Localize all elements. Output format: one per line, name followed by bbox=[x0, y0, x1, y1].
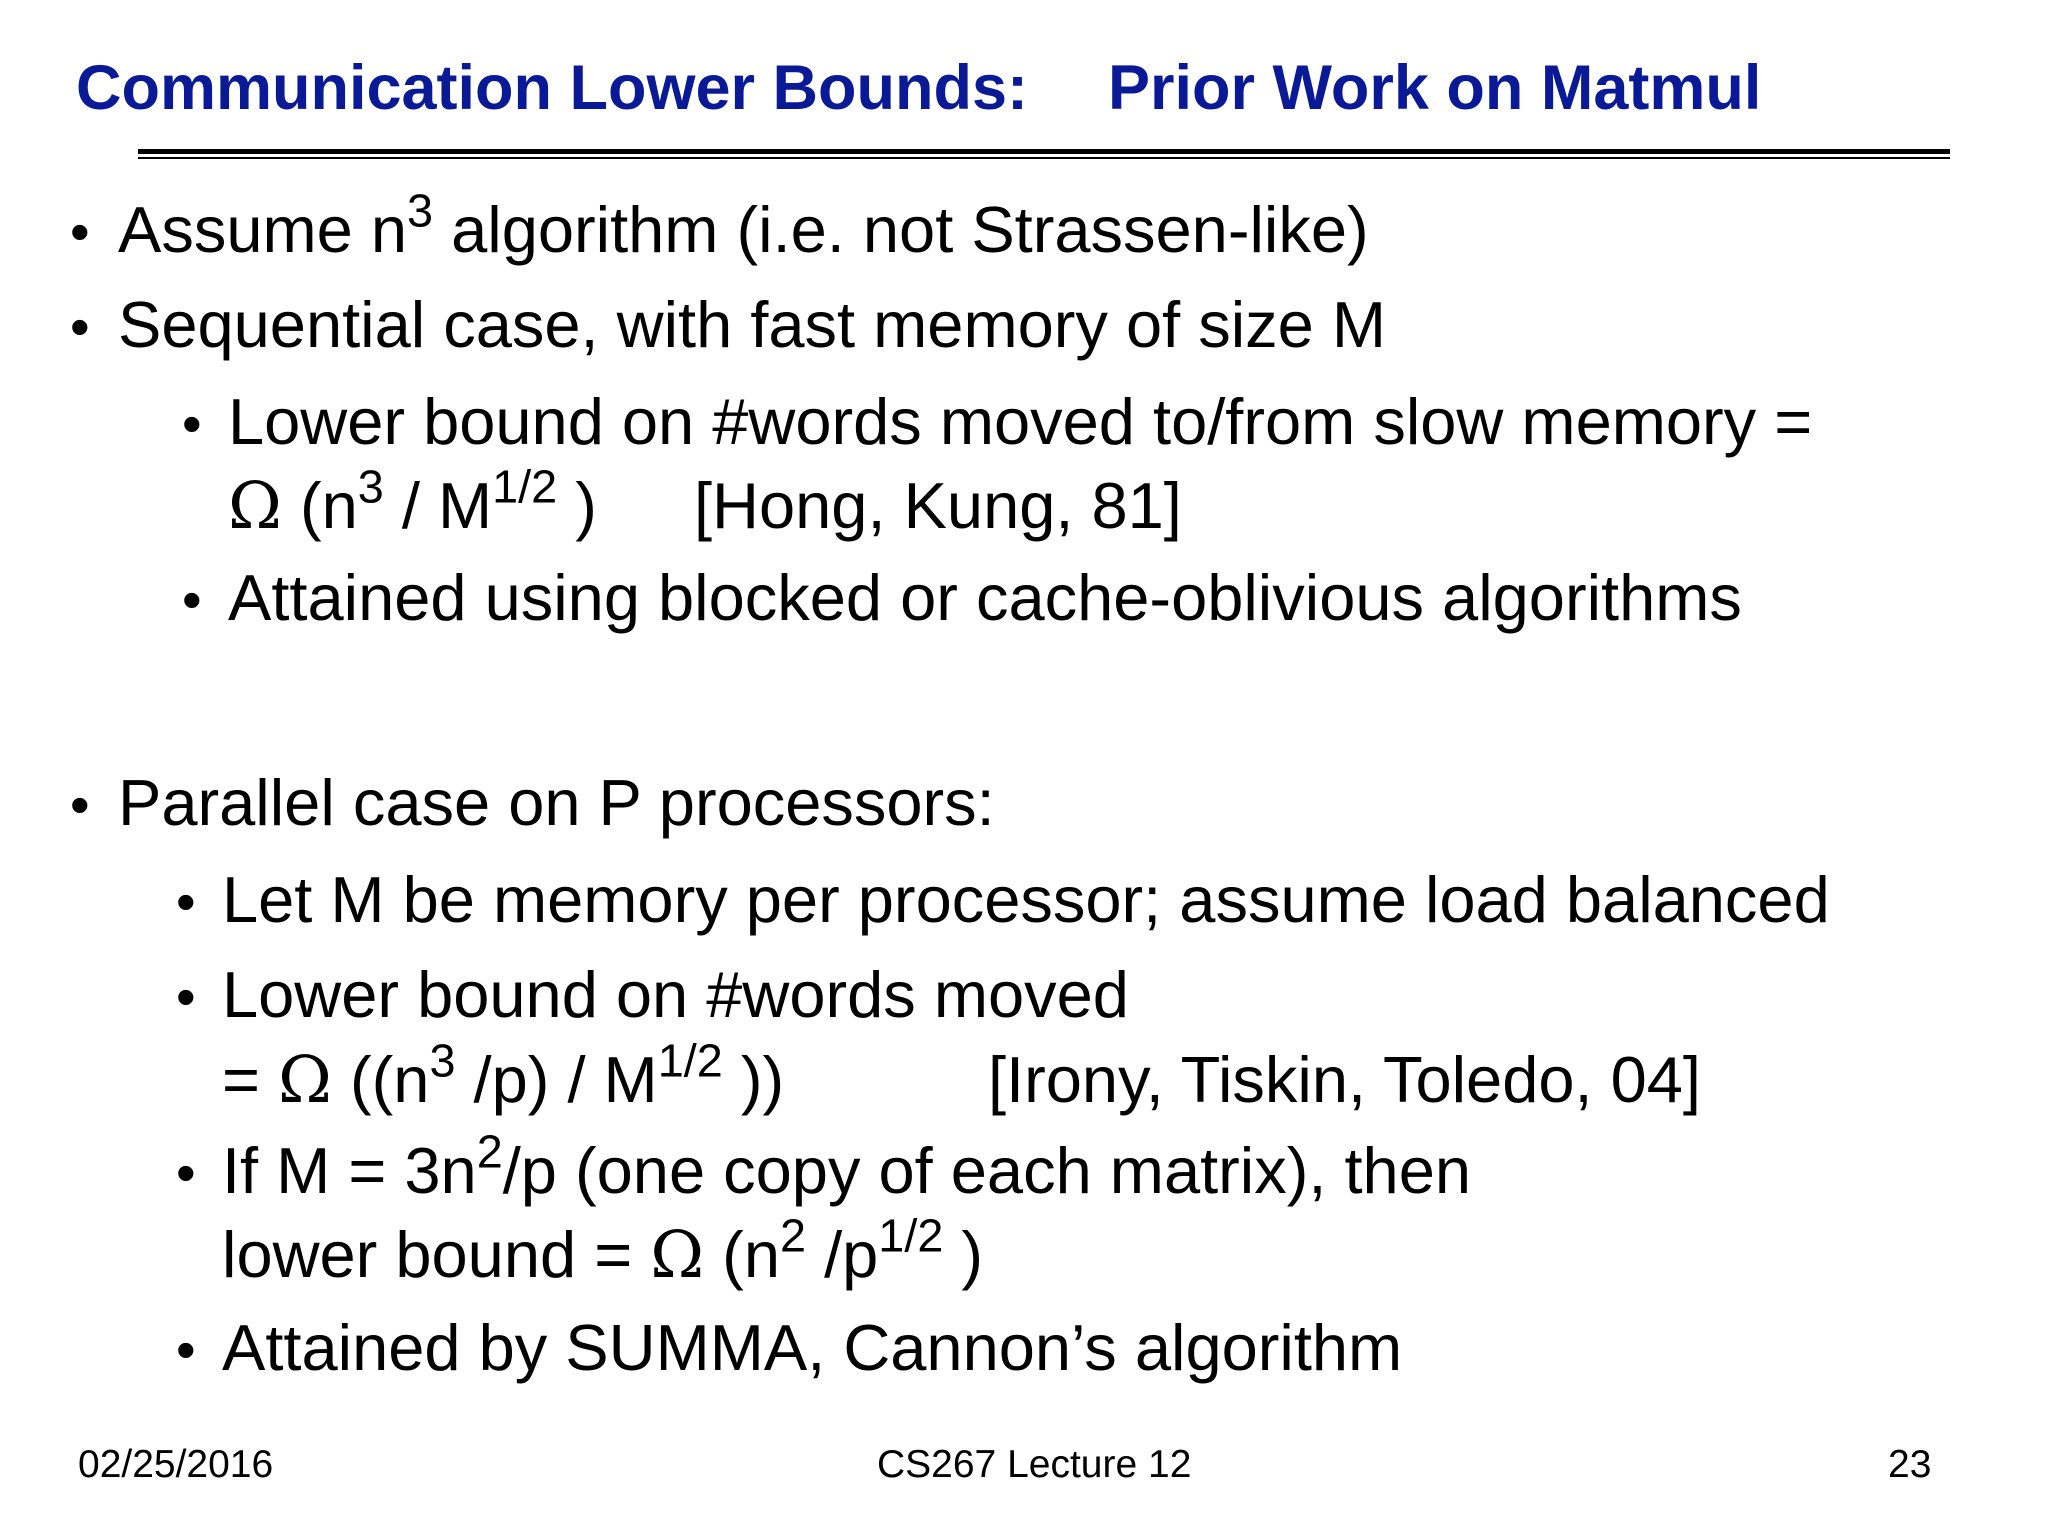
sub-bullet-par-lower-bound-line1: Lower bound on #words moved bbox=[222, 958, 1129, 1031]
sub-bullet-marker: • bbox=[176, 1141, 196, 1204]
bullet-assume-n3: Assume $n^3$ algorithm (i.e. not Strassen-like) bbox=[118, 184, 1369, 266]
bullet-parallel-case: Parallel case on P processors: bbox=[118, 766, 995, 839]
title-part-2: Prior Work on Matmul bbox=[1107, 53, 1762, 123]
bullet-marker: • bbox=[70, 200, 90, 263]
sub-bullet-seq-lower-bound-line1: Lower bound on #words moved to/from slow memory = bbox=[228, 385, 1813, 458]
bullet-sequential-case: Sequential case, with fast memory of size M bbox=[118, 288, 1387, 361]
sub-bullet-attained-summa: Attained by SUMMA, Cannon’s algorithm bbox=[222, 1311, 1403, 1384]
sub-bullet-marker: • bbox=[176, 870, 196, 933]
sub-bullet-par-lower-bound-line2: = Ω (($n^3$ $/p) / M^{1/2}$ )) bbox=[222, 1034, 785, 1118]
bullet-marker: • bbox=[70, 773, 90, 836]
sub-bullet-marker: • bbox=[182, 568, 202, 631]
sub-bullet-attained-blocked: Attained using blocked or cache-oblivious algorithms bbox=[228, 561, 1742, 634]
title-rule-thick bbox=[138, 149, 1950, 154]
sub-bullet-marker: • bbox=[182, 392, 202, 455]
citation-hong-kung: [Hong, Kung, 81] bbox=[694, 469, 1182, 542]
sub-bullet-memory-per-processor: Let M be memory per processor; assume load balanced bbox=[222, 863, 1830, 936]
slide-title bbox=[76, 48, 1761, 128]
sub-bullet-one-copy-line1: If $M = 3n^2/p$ (one copy of each matrix), then bbox=[222, 1125, 1472, 1207]
title-part-1: Communication Lower Bounds: bbox=[76, 53, 1028, 123]
title-rule-thin bbox=[138, 157, 1950, 159]
bullet-marker: • bbox=[70, 295, 90, 358]
footer-course: CS267 Lecture 12 bbox=[877, 1443, 1192, 1486]
footer-date: 02/25/2016 bbox=[78, 1443, 274, 1486]
sub-bullet-marker: • bbox=[176, 965, 196, 1028]
sub-bullet-marker: • bbox=[176, 1318, 196, 1381]
sub-bullet-seq-lower-bound-line2: Ω ($n^3 / M^{1/2}$ ) bbox=[228, 460, 597, 544]
citation-irony-tiskin-toledo: [Irony, Tiskin, Toledo, 04] bbox=[988, 1043, 1701, 1116]
footer-page-number: 23 bbox=[1888, 1443, 1932, 1486]
sub-bullet-one-copy-line2: lower bound = Ω ($n^2$ $/p^{1/2}$ ) bbox=[222, 1209, 984, 1293]
